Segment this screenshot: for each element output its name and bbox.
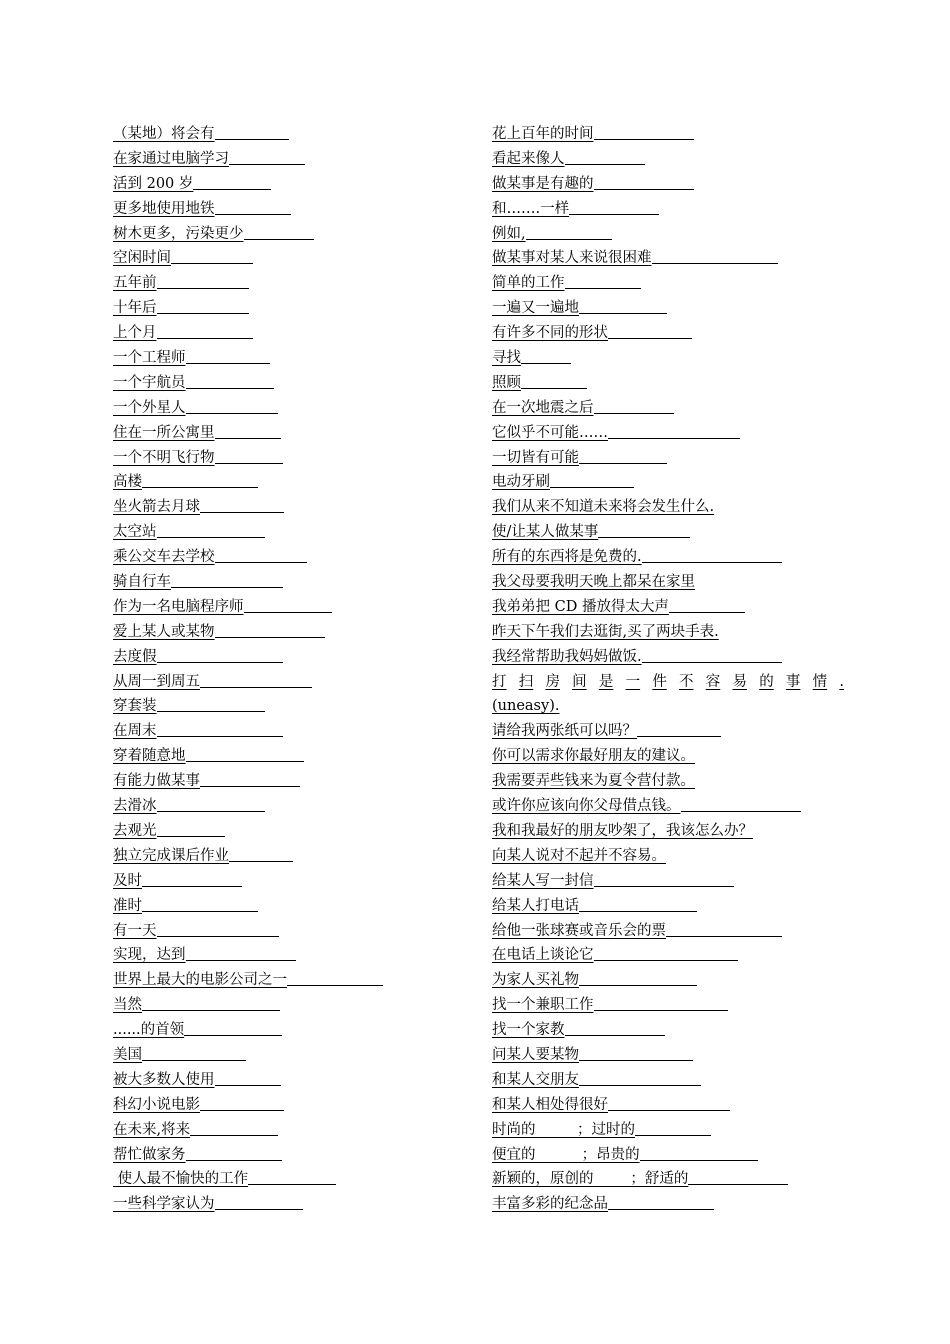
left-column-item-text: 实现，达到 (113, 947, 186, 964)
answer-blank-line (594, 412, 674, 414)
right-column-item (492, 620, 844, 645)
right-column-item (492, 172, 844, 197)
answer-blank-line (142, 1009, 280, 1011)
right-column-item (492, 470, 844, 495)
answer-blank-line (215, 462, 283, 464)
answer-blank-line (200, 686, 312, 688)
right-column-item (492, 346, 844, 371)
answer-blank-line (652, 262, 778, 264)
answer-blank-line (598, 536, 690, 538)
right-column-item (492, 222, 844, 247)
left-column-item-text: 当然 (113, 997, 142, 1014)
left-column-item (113, 1192, 443, 1217)
answer-blank-line (157, 312, 249, 314)
left-column-item (113, 346, 443, 371)
right-column-item-text: 我父母要我明天晚上都呆在家里 (492, 574, 695, 591)
left-column-item-text: 有能力做某事 (113, 773, 200, 790)
left-column-item (113, 470, 443, 495)
answer-blank-line (215, 138, 289, 140)
right-column-item (492, 296, 844, 321)
right-column-item-text: 和某人相处得很好 (492, 1096, 608, 1113)
right-column-item (492, 595, 844, 620)
right-column-item (492, 520, 844, 545)
justified-char: 事 (785, 673, 801, 690)
right-column-item (492, 396, 844, 421)
answer-blank-line (186, 387, 274, 389)
answer-blank-line (635, 1134, 711, 1136)
right-column-item-text: 和…….一样 (492, 200, 570, 217)
left-column-item-text: 更多地使用地铁 (113, 200, 215, 217)
left-column-item (113, 819, 443, 844)
answer-blank-line (184, 1034, 282, 1036)
answer-blank-line (637, 735, 721, 737)
right-column-item-text: 看起来像人 (492, 150, 565, 167)
answer-blank-line (157, 835, 225, 837)
left-column-item-text: （某地）将会有 (113, 126, 215, 142)
right-column-item (492, 819, 844, 844)
answer-blank-line (157, 735, 283, 737)
left-column-item-text: 一个外星人 (113, 399, 186, 416)
left-column-item (113, 222, 443, 247)
right-column-item-text: 使/让某人做某事 (492, 524, 599, 541)
right-column-item (492, 1043, 844, 1068)
answer-blank-line (565, 1034, 665, 1036)
answer-blank-line (142, 910, 258, 912)
answer-blank-line (669, 611, 745, 613)
answer-blank-line (157, 287, 249, 289)
right-column-item-text: 我和我最好的朋友吵架了，我该怎么办？ (492, 822, 753, 839)
right-column-item-text: 昨天下午我们去逛街,买了两块手表. (492, 623, 719, 640)
answer-blank-line (142, 486, 258, 488)
right-column-item (492, 495, 844, 520)
left-column-item-text: 在周末 (113, 723, 157, 740)
left-column-item (113, 1167, 443, 1192)
left-column-item-text: 作为一名电脑程序师 (113, 598, 244, 615)
right-column-item-text: 为家人买礼物 (492, 972, 579, 989)
left-column-item-text: 乘公交车去学校 (113, 549, 215, 566)
left-column-item (113, 1068, 443, 1093)
answer-blank-line (200, 1109, 284, 1111)
right-column-item (492, 869, 844, 894)
answer-blank-line (215, 437, 281, 439)
left-column-item-text: 去度假 (113, 648, 157, 665)
left-column-item-text: 上个月 (113, 325, 157, 342)
left-column-item-text: 穿着随意地 (113, 748, 186, 765)
answer-blank-line (215, 1208, 303, 1210)
left-column-item-text: 及时 (113, 872, 142, 889)
answer-blank-line (171, 262, 253, 264)
right-column-item-text: 丰富多彩的纪念品 (492, 1196, 608, 1213)
answer-blank-line (565, 287, 641, 289)
justified-char: 是 (598, 673, 614, 690)
right-column-item-text: 找一个兼职工作 (492, 997, 594, 1014)
left-column-item-text: 高楼 (113, 474, 142, 491)
left-column-item (113, 794, 443, 819)
left-column-item-text: 有一天 (113, 922, 157, 939)
left-column-item (113, 595, 443, 620)
right-column-item (492, 321, 844, 346)
left-column-item-text: 使人最不愉快的工作 (113, 1171, 249, 1188)
left-column-item (113, 296, 443, 321)
right-column-item-text: 问某人要某物 (492, 1046, 579, 1063)
left-column-item-text: 独立完成课后作业 (113, 847, 229, 864)
justified-char: 件 (652, 673, 667, 690)
left-column-item (113, 172, 443, 197)
answer-blank-line (157, 810, 265, 812)
right-column-item (492, 1192, 844, 1217)
left-column-item (113, 968, 443, 993)
left-column-item-text: 科幻小说电影 (113, 1096, 200, 1113)
left-column (113, 122, 443, 1217)
left-column-item (113, 495, 443, 520)
answer-blank-line (579, 1059, 693, 1061)
right-column-item-text: 一切皆有可能 (492, 449, 579, 466)
left-column-item-text: 去滑冰 (113, 798, 157, 815)
right-column-item (492, 570, 844, 595)
justified-char: 的 (759, 673, 774, 690)
right-column-item-text: 我弟弟把 CD 播放得太大声 (492, 598, 669, 615)
left-column-item (113, 694, 443, 719)
answer-blank-line (157, 935, 279, 937)
right-column-item (492, 794, 844, 819)
left-column-item (113, 993, 443, 1018)
right-column-item (492, 968, 844, 993)
right-column (492, 122, 844, 1217)
right-column-item (492, 271, 844, 296)
left-column-item (113, 919, 443, 944)
right-column-item (492, 446, 844, 471)
answer-blank-line (248, 1183, 336, 1185)
answer-blank-line (642, 561, 782, 563)
answer-blank-line (229, 860, 293, 862)
answer-blank-line (215, 1084, 281, 1086)
right-column-item-text: 你可以需求你最好朋友的建议。 (492, 748, 695, 765)
justified-char: 不 (679, 673, 694, 690)
right-column-item-text: 所有的东西将是免费的. (492, 549, 642, 566)
answer-blank-line (640, 1159, 758, 1161)
right-column-item-text: 在一次地震之后 (492, 399, 594, 416)
answer-blank-line (579, 1084, 701, 1086)
left-column-item (113, 1043, 443, 1068)
answer-blank-line (569, 213, 659, 215)
answer-blank-line (594, 188, 694, 190)
left-column-item (113, 271, 443, 296)
right-column-item-text: 花上百年的时间 (492, 126, 594, 142)
right-column-item-text: 我需要弄些钱来为夏令营付款。 (492, 773, 695, 790)
left-column-item-text: 在家通过电脑学习 (113, 150, 229, 167)
right-column-item-text: (uneasy). (492, 698, 560, 715)
right-column-item-text: 寻找 (492, 350, 521, 367)
right-column-item-text: 向某人说对不起并不容易。 (492, 847, 666, 864)
left-column-item (113, 246, 443, 271)
right-column-item-text: 请给我两张纸可以吗？ (492, 723, 637, 740)
left-column-item (113, 396, 443, 421)
left-column-item (113, 894, 443, 919)
right-column-item-text: 找一个家教 (492, 1022, 565, 1039)
answer-blank-line (579, 910, 697, 912)
right-column-item (492, 694, 844, 719)
answer-blank-line (171, 586, 283, 588)
answer-blank-line (287, 984, 383, 986)
right-column-item (492, 769, 844, 794)
left-column-item (113, 147, 443, 172)
right-column-item (492, 1018, 844, 1043)
right-column-item-text: 简单的工作 (492, 275, 565, 292)
justified-char: 一 (625, 673, 641, 690)
answer-blank-line (579, 312, 667, 314)
left-column-item (113, 371, 443, 396)
right-column-item (492, 246, 844, 271)
right-column-item-text: 给某人写一封信 (492, 872, 594, 889)
left-column-item (113, 1018, 443, 1043)
answer-blank-line (666, 935, 782, 937)
justified-char: 扫 (518, 673, 534, 690)
justified-char: . (839, 673, 844, 690)
right-column-item (492, 719, 844, 744)
right-column-item (492, 844, 844, 869)
answer-blank-line (565, 163, 645, 165)
right-column-item-text: 时尚的 ；过时的 (492, 1121, 635, 1138)
right-column-item (492, 421, 844, 446)
answer-blank-line (157, 536, 265, 538)
answer-blank-line (229, 163, 305, 165)
answer-blank-line (200, 785, 300, 787)
right-column-item (492, 919, 844, 944)
answer-blank-line (186, 412, 278, 414)
left-column-item (113, 744, 443, 769)
left-column-item (113, 719, 443, 744)
right-column-item-text: 我们从来不知道未来将会发生什么. (492, 499, 715, 516)
answer-blank-line (608, 437, 740, 439)
answer-blank-line (608, 1208, 714, 1210)
answer-blank-line (142, 1059, 246, 1061)
right-column-item (492, 147, 844, 172)
answer-blank-line (142, 885, 242, 887)
justified-char: 易 (732, 673, 747, 690)
right-column-item (492, 894, 844, 919)
right-column-item (492, 1167, 844, 1192)
left-column-item (113, 570, 443, 595)
left-column-item-text: 空闲时间 (113, 250, 171, 267)
left-column-item-text: 从周一到周五 (113, 673, 200, 690)
justified-char: 间 (572, 673, 587, 690)
left-column-item-text: 美国 (113, 1046, 142, 1063)
answer-blank-line (193, 188, 271, 190)
justified-char: 房 (545, 673, 560, 690)
right-column-item (492, 1118, 844, 1143)
right-column-item (492, 670, 844, 695)
right-column-item-text: 照顾 (492, 374, 521, 391)
answer-blank-line (579, 462, 667, 464)
left-column-item (113, 1093, 443, 1118)
answer-blank-line (244, 238, 314, 240)
right-column-item-text: 做某事是有趣的 (492, 175, 594, 192)
left-column-item-text: 穿套装 (113, 698, 157, 715)
right-column-item (492, 943, 844, 968)
right-column-item-text: 例如, (492, 225, 526, 242)
left-column-item (113, 620, 443, 645)
left-column-item (113, 769, 443, 794)
left-column-item-text: 活到 200 岁 (113, 175, 194, 192)
answer-blank-line (579, 984, 697, 986)
right-column-item-text: 电动牙刷 (492, 474, 550, 491)
right-column-item-text: 它似乎不可能…… (492, 424, 608, 441)
answer-blank-line (157, 337, 253, 339)
left-column-item-text: 一个不明飞行物 (113, 449, 215, 466)
right-column-item (492, 993, 844, 1018)
answer-blank-line (594, 138, 694, 140)
answer-blank-line (594, 959, 738, 961)
answer-blank-line (608, 337, 692, 339)
left-column-item-text: 一个工程师 (113, 350, 186, 367)
answer-blank-line (244, 611, 332, 613)
answer-blank-line (608, 1109, 730, 1111)
answer-blank-line (157, 661, 283, 663)
left-column-item (113, 670, 443, 695)
left-column-item (113, 844, 443, 869)
answer-blank-line (526, 238, 612, 240)
right-column-item-text: 一遍又一遍地 (492, 300, 579, 317)
left-column-item-text: 骑自行车 (113, 574, 171, 591)
answer-blank-line (594, 1009, 728, 1011)
left-column-item (113, 321, 443, 346)
left-column-item-text: 十年后 (113, 300, 157, 317)
answer-blank-line (642, 661, 782, 663)
left-column-item (113, 645, 443, 670)
right-column-item (492, 744, 844, 769)
left-column-item-text: ......的首领 (113, 1022, 185, 1039)
right-column-item (492, 197, 844, 222)
left-column-item (113, 520, 443, 545)
answer-blank-line (215, 213, 291, 215)
left-column-item (113, 122, 443, 147)
answer-blank-line (157, 710, 265, 712)
left-column-item-text: 爱上某人或某物 (113, 623, 215, 640)
answer-blank-line (215, 636, 325, 638)
left-column-item-text: 住在一所公寓里 (113, 424, 215, 441)
answer-blank-line (200, 511, 284, 513)
left-column-item-text: 树木更多，污染更少 (113, 225, 244, 242)
right-column-item-text: 在电话上谈论它 (492, 947, 594, 964)
right-column-item-text: 我经常帮助我妈妈做饭. (492, 648, 642, 665)
answer-blank-line (186, 760, 304, 762)
left-column-item (113, 545, 443, 570)
left-column-item (113, 869, 443, 894)
justified-char: 情 (812, 673, 828, 690)
answer-blank-line (521, 387, 587, 389)
answer-blank-line (186, 1159, 282, 1161)
right-column-item-text: 或许你应该向你父母借点钱。 (492, 798, 681, 815)
left-column-item (113, 421, 443, 446)
answer-blank-line (521, 362, 571, 364)
answer-blank-line (186, 362, 270, 364)
justified-char: 打 (492, 673, 507, 690)
right-column-item (492, 1068, 844, 1093)
right-column-item (492, 122, 844, 147)
answer-blank-line (186, 959, 296, 961)
left-column-item-text: 五年前 (113, 275, 157, 292)
right-column-item-text: 给他一张球赛或音乐会的票 (492, 922, 666, 939)
left-column-item-text: 坐火箭去月球 (113, 499, 200, 516)
left-column-item (113, 1143, 443, 1168)
left-column-item (113, 197, 443, 222)
left-column-item-text: 去观光 (113, 822, 157, 839)
justified-char: 容 (705, 673, 721, 690)
left-column-item-text: 一些科学家认为 (113, 1196, 215, 1213)
left-column-item-text: 一个宇航员 (113, 374, 186, 391)
right-column-item-text: 做某事对某人来说很困难 (492, 250, 652, 267)
left-column-item-text: 帮忙做家务 (113, 1146, 186, 1163)
right-column-item (492, 371, 844, 396)
left-column-item-text: 在未来,将来 (113, 1121, 191, 1138)
right-column-item (492, 645, 844, 670)
answer-blank-line (594, 885, 734, 887)
right-column-item (492, 545, 844, 570)
left-column-item-text: 世界上最大的电影公司之一 (113, 972, 287, 989)
answer-blank-line (688, 1183, 788, 1185)
left-column-item (113, 1118, 443, 1143)
left-column-item (113, 943, 443, 968)
left-column-item-text: 准时 (113, 897, 142, 914)
answer-blank-line (215, 561, 307, 563)
answer-blank-line (681, 810, 801, 812)
right-column-item-text: 便宜的 ；昂贵的 (492, 1146, 640, 1163)
left-column-item (113, 446, 443, 471)
right-column-item-text: 有许多不同的形状 (492, 325, 608, 342)
right-column-item-text: 给某人打电话 (492, 897, 579, 914)
right-column-item (492, 1143, 844, 1168)
left-column-item-text: 太空站 (113, 524, 157, 541)
right-column-item (492, 1093, 844, 1118)
right-column-item-text: 新颖的，原创的 ；舒适的 (492, 1171, 689, 1188)
answer-blank-line (550, 486, 634, 488)
right-column-item-text: 和某人交朋友 (492, 1071, 579, 1088)
answer-blank-line (190, 1134, 278, 1136)
left-column-item-text: 被大多数人使用 (113, 1071, 215, 1088)
